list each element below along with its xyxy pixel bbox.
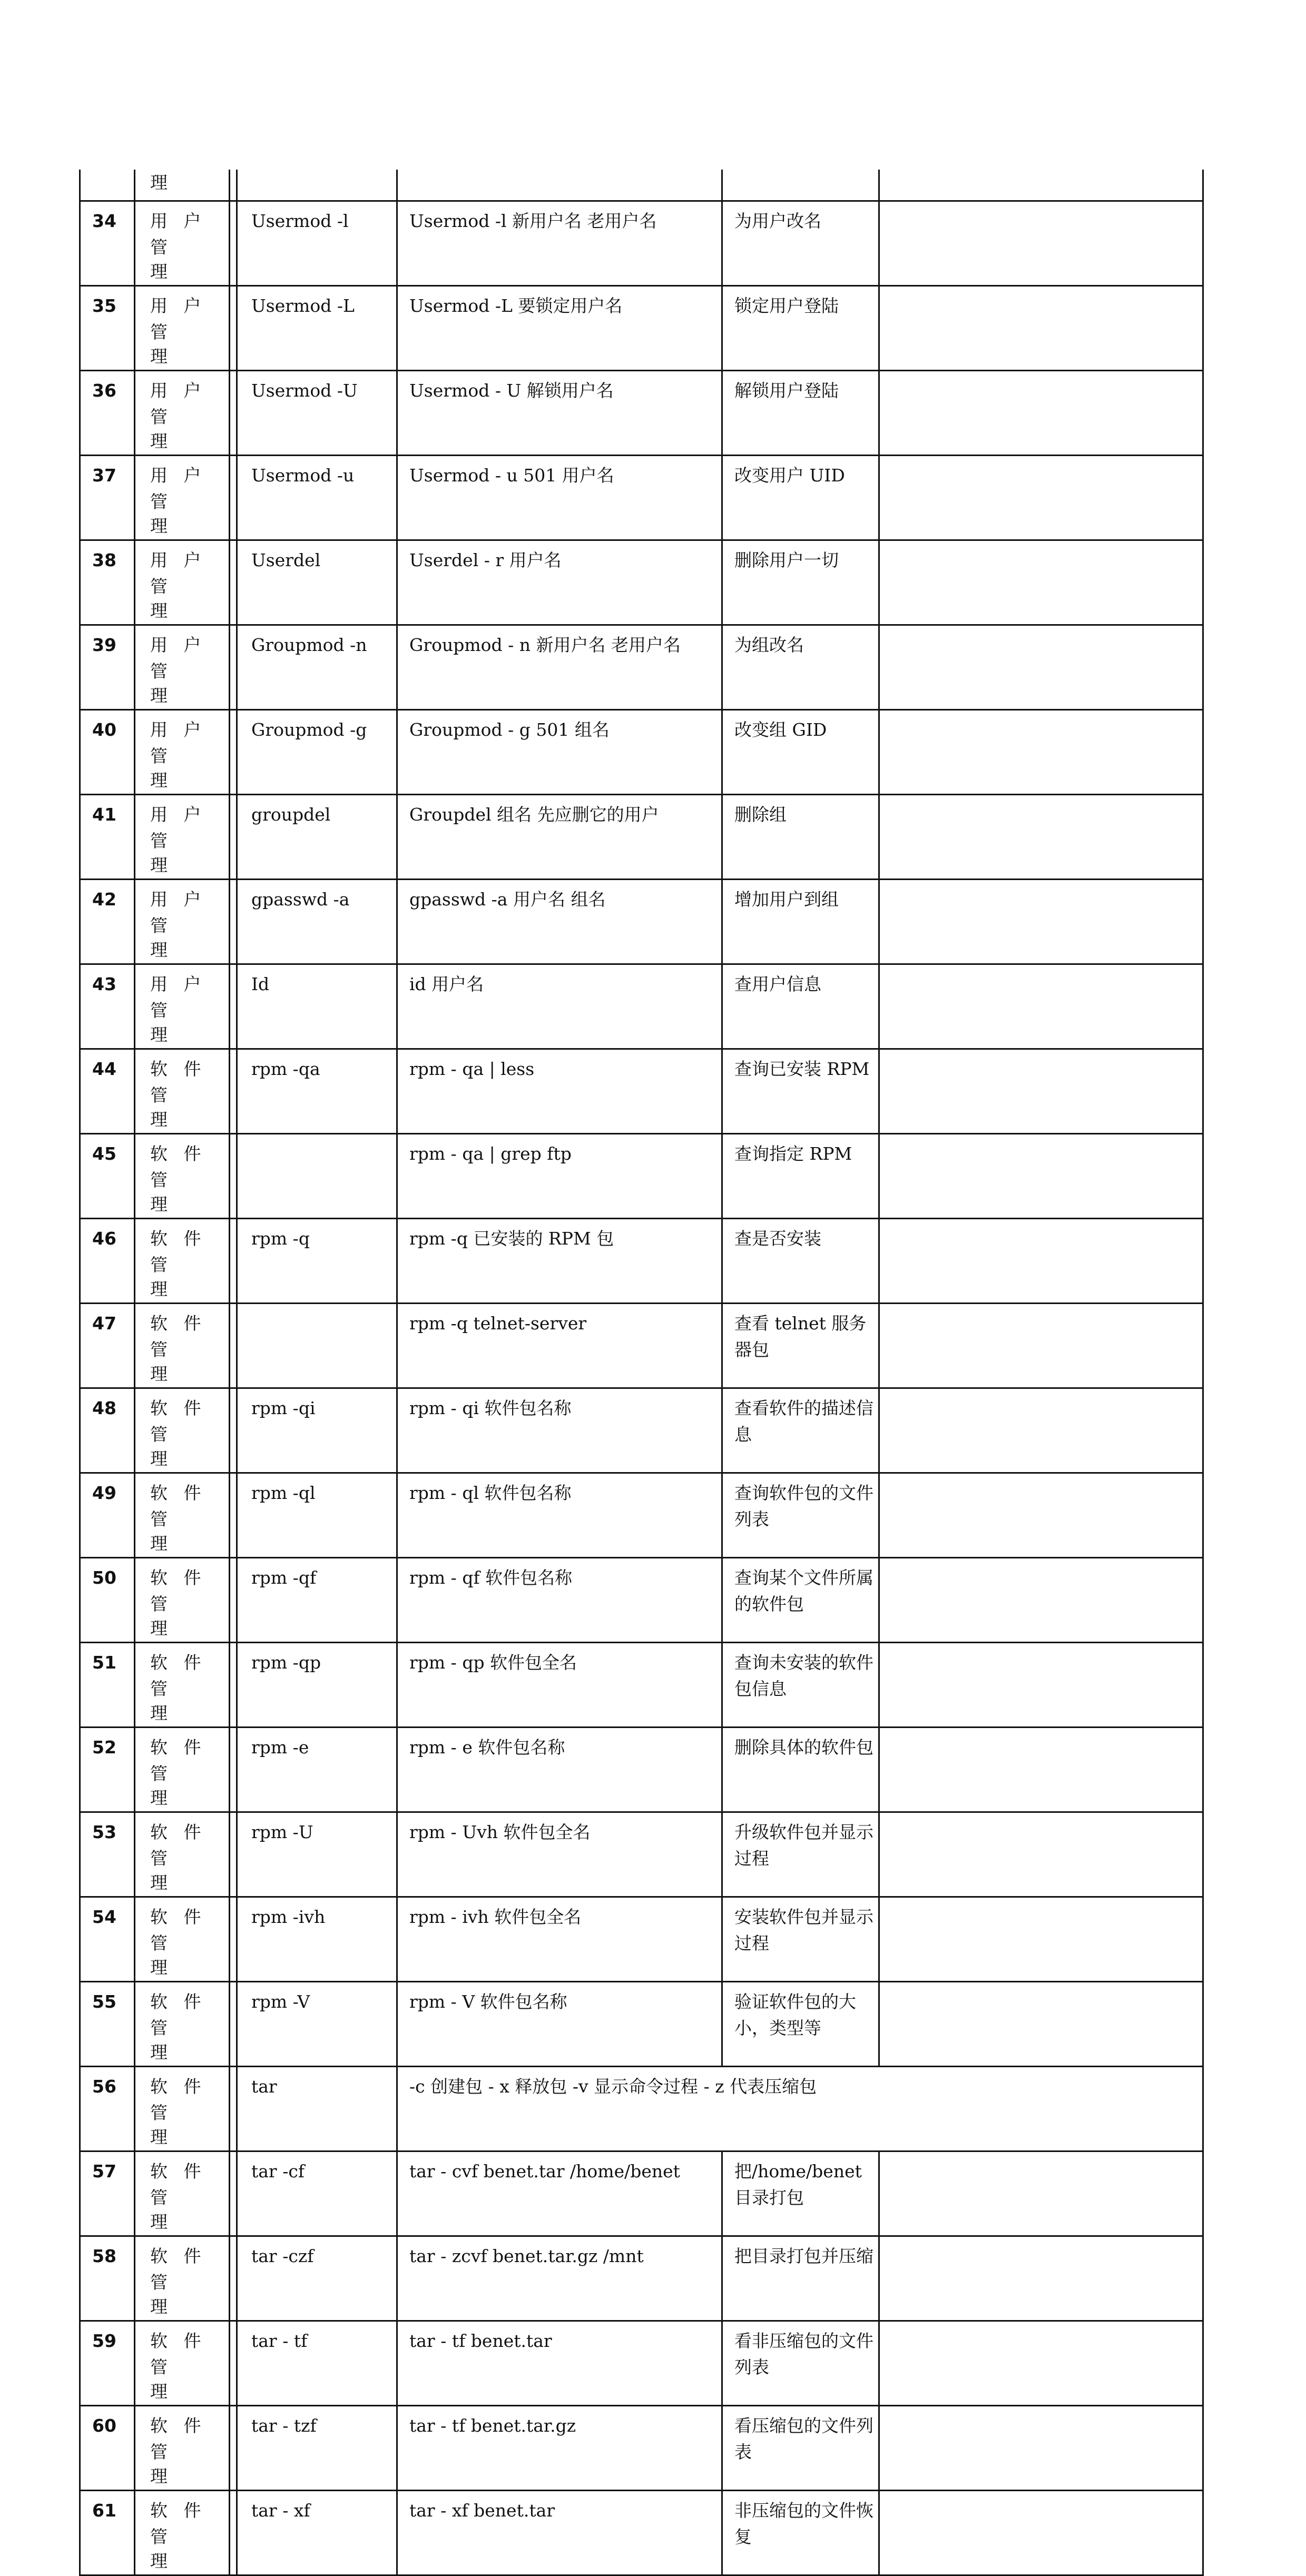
separator-cell — [230, 880, 237, 964]
category-cell: 用 户 管 理 — [135, 456, 230, 540]
row-number: 45 — [80, 1134, 135, 1219]
row-number: 59 — [80, 2321, 135, 2406]
example-cell: tar - tf benet.tar.gz — [397, 2406, 722, 2491]
description-cell: 升级软件包并显示过程 — [722, 1812, 879, 1897]
table-row — [80, 2067, 1203, 2151]
row-number: 61 — [80, 2491, 135, 2575]
separator-cell — [230, 1388, 237, 1473]
example-cell: Userdel - r 用户名 — [397, 540, 722, 625]
table-row-continuation — [80, 170, 1203, 201]
row-number: 48 — [80, 1388, 135, 1473]
row-number: 37 — [80, 456, 135, 540]
separator-cell — [230, 710, 237, 795]
row-number: 35 — [80, 286, 135, 371]
table-row — [80, 1049, 1203, 1134]
row-number: 54 — [80, 1897, 135, 1982]
row-number: 44 — [80, 1049, 135, 1134]
row-number: 40 — [80, 710, 135, 795]
description-cell: 把目录打包并压缩 — [722, 2236, 879, 2321]
command-cell: tar - tzf — [237, 2406, 397, 2491]
notes-cell — [879, 710, 1203, 795]
separator-cell — [230, 795, 237, 880]
example-cell: Groupmod - g 501 组名 — [397, 710, 722, 795]
notes-cell — [879, 1812, 1203, 1897]
description-cell: 验证软件包的大小，类型等 — [722, 1982, 879, 2067]
notes-cell — [879, 456, 1203, 540]
category-cell: 软 件 管 理 — [135, 1473, 230, 1558]
command-cell: tar - xf — [237, 2491, 397, 2575]
command-cell: Usermod -U — [237, 371, 397, 456]
notes-cell — [879, 795, 1203, 880]
example-cell: Usermod -l 新用户名 老用户名 — [397, 201, 722, 286]
notes-cell — [879, 1304, 1203, 1388]
table-row — [80, 1558, 1203, 1643]
example-cell: tar - tf benet.tar — [397, 2321, 722, 2406]
example-cell: rpm - qa | grep ftp — [397, 1134, 722, 1219]
table-row — [80, 540, 1203, 625]
separator-cell — [230, 625, 237, 710]
example-cell: rpm -q 已安装的 RPM 包 — [397, 1219, 722, 1304]
table-row — [80, 1643, 1203, 1728]
description-cell: 增加用户到组 — [722, 880, 879, 964]
example-cell: rpm - ivh 软件包全名 — [397, 1897, 722, 1982]
command-cell: gpasswd -a — [237, 880, 397, 964]
description-cell: 改变组 GID — [722, 710, 879, 795]
description-cell: 把/home/benet 目录打包 — [722, 2151, 879, 2236]
row-number: 46 — [80, 1219, 135, 1304]
notes-cell — [879, 2236, 1203, 2321]
notes-cell — [879, 625, 1203, 710]
description-cell: 查看 telnet 服务器包 — [722, 1304, 879, 1388]
example-cell: rpm - V 软件包名称 — [397, 1982, 722, 2067]
row-number: 38 — [80, 540, 135, 625]
command-cell: rpm -U — [237, 1812, 397, 1897]
example-cell: rpm -q telnet-server — [397, 1304, 722, 1388]
example-cell: Usermod -L 要锁定用户名 — [397, 286, 722, 371]
notes-cell — [879, 1728, 1203, 1812]
table-row — [80, 1134, 1203, 1219]
table-row — [80, 286, 1203, 371]
table-row — [80, 1982, 1203, 2067]
notes-cell — [879, 1897, 1203, 1982]
table-row — [80, 880, 1203, 964]
description-cell: 为组改名 — [722, 625, 879, 710]
category-cell: 软 件 管 理 — [135, 1812, 230, 1897]
table-row — [80, 1304, 1203, 1388]
separator-cell — [230, 2406, 237, 2491]
category-cell: 软 件 管 理 — [135, 1134, 230, 1219]
notes-cell — [879, 1219, 1203, 1304]
separator-cell — [230, 1473, 237, 1558]
category-cell: 用 户 管 理 — [135, 201, 230, 286]
description-cell: 删除组 — [722, 795, 879, 880]
description-cell: 为用户改名 — [722, 201, 879, 286]
notes-cell — [879, 540, 1203, 625]
separator-cell — [230, 2236, 237, 2321]
command-cell — [237, 1134, 397, 1219]
category-cell: 软 件 管 理 — [135, 2236, 230, 2321]
notes-cell — [879, 1643, 1203, 1728]
separator-cell — [230, 2151, 237, 2236]
example-cell: rpm - qf 软件包名称 — [397, 1558, 722, 1643]
row-number: 52 — [80, 1728, 135, 1812]
row-number: 36 — [80, 371, 135, 456]
category-cell: 软 件 管 理 — [135, 1388, 230, 1473]
separator-cell — [230, 540, 237, 625]
separator-cell — [230, 2067, 237, 2151]
category-cell: 软 件 管 理 — [135, 2067, 230, 2151]
command-cell: rpm -qp — [237, 1643, 397, 1728]
command-cell: tar -cf — [237, 2151, 397, 2236]
separator-cell — [230, 1304, 237, 1388]
separator-cell — [230, 1982, 237, 2067]
table-row — [80, 710, 1203, 795]
command-cell: Groupmod -n — [237, 625, 397, 710]
separator-cell — [230, 371, 237, 456]
category-cell: 用 户 管 理 — [135, 371, 230, 456]
command-cell: groupdel — [237, 795, 397, 880]
row-number: 49 — [80, 1473, 135, 1558]
command-cell: Id — [237, 964, 397, 1049]
command-cell: rpm -ql — [237, 1473, 397, 1558]
separator-cell — [230, 1728, 237, 1812]
notes-cell — [879, 964, 1203, 1049]
row-number: 50 — [80, 1558, 135, 1643]
row-number: 41 — [80, 795, 135, 880]
category-cell: 用 户 管 理 — [135, 540, 230, 625]
notes-cell — [879, 2406, 1203, 2491]
command-cell: Userdel — [237, 540, 397, 625]
table-row — [80, 201, 1203, 286]
command-cell: rpm -ivh — [237, 1897, 397, 1982]
separator-cell — [230, 2491, 237, 2575]
category-cell: 软 件 管 理 — [135, 1558, 230, 1643]
notes-cell — [879, 880, 1203, 964]
category-cell: 软 件 管 理 — [135, 2151, 230, 2236]
table-row — [80, 1897, 1203, 1982]
notes-cell — [879, 1049, 1203, 1134]
separator-cell — [230, 286, 237, 371]
table-row — [80, 2406, 1203, 2491]
table-row — [80, 2236, 1203, 2321]
example-cell: rpm - qp 软件包全名 — [397, 1643, 722, 1728]
separator-cell — [230, 201, 237, 286]
row-number: 56 — [80, 2067, 135, 2151]
category-cell: 软 件 管 理 — [135, 2491, 230, 2575]
example-cell: tar - xf benet.tar — [397, 2491, 722, 2575]
command-cell: rpm -V — [237, 1982, 397, 2067]
example-cell: Groupmod - n 新用户名 老用户名 — [397, 625, 722, 710]
example-cell: rpm - ql 软件包名称 — [397, 1473, 722, 1558]
category-cell: 用 户 管 理 — [135, 286, 230, 371]
table-row — [80, 625, 1203, 710]
example-cell: Groupdel 组名 先应删它的用户 — [397, 795, 722, 880]
table-row — [80, 2491, 1203, 2575]
table-row — [80, 2321, 1203, 2406]
category-cell: 软 件 管 理 — [135, 1643, 230, 1728]
table-row — [80, 371, 1203, 456]
row-number: 51 — [80, 1643, 135, 1728]
command-cell: tar -czf — [237, 2236, 397, 2321]
table-row — [80, 1473, 1203, 1558]
description-cell: 看非压缩包的文件列表 — [722, 2321, 879, 2406]
separator-cell — [230, 456, 237, 540]
notes-cell — [879, 371, 1203, 456]
example-cell: rpm - e 软件包名称 — [397, 1728, 722, 1812]
command-table — [79, 170, 1204, 2576]
notes-cell — [879, 1558, 1203, 1643]
description-cell: 删除用户一切 — [722, 540, 879, 625]
category-cell: 用 户 管 理 — [135, 710, 230, 795]
command-cell: Usermod -L — [237, 286, 397, 371]
description-cell: 解锁用户登陆 — [722, 371, 879, 456]
row-number: 39 — [80, 625, 135, 710]
example-cell: tar - zcvf benet.tar.gz /mnt — [397, 2236, 722, 2321]
table-row — [80, 964, 1203, 1049]
category-cell: 用 户 管 理 — [135, 880, 230, 964]
command-cell — [237, 1304, 397, 1388]
command-cell: Usermod -u — [237, 456, 397, 540]
description-cell: 看压缩包的文件列表 — [722, 2406, 879, 2491]
example-cell: -c 创建包 - x 释放包 -v 显示命令过程 - z 代表压缩包 — [397, 2067, 1203, 2151]
category-cell: 软 件 管 理 — [135, 2321, 230, 2406]
row-number: 34 — [80, 201, 135, 286]
description-cell: 改变用户 UID — [722, 456, 879, 540]
command-cell: Groupmod -g — [237, 710, 397, 795]
row-number: 42 — [80, 880, 135, 964]
category-cell: 用 户 管 理 — [135, 964, 230, 1049]
row-number: 60 — [80, 2406, 135, 2491]
command-cell: rpm -qf — [237, 1558, 397, 1643]
description-cell: 安装软件包并显示过程 — [722, 1897, 879, 1982]
category-cell: 软 件 管 理 — [135, 1728, 230, 1812]
separator-cell — [230, 964, 237, 1049]
notes-cell — [879, 286, 1203, 371]
description-cell: 查看软件的描述信息 — [722, 1388, 879, 1473]
notes-cell — [879, 2321, 1203, 2406]
separator-cell — [230, 1643, 237, 1728]
command-cell: tar - tf — [237, 2321, 397, 2406]
separator-cell — [230, 1134, 237, 1219]
category-cell: 理 — [135, 170, 230, 201]
example-cell: Usermod - U 解锁用户名 — [397, 371, 722, 456]
command-cell: Usermod -l — [237, 201, 397, 286]
example-cell: id 用户名 — [397, 964, 722, 1049]
separator-cell — [230, 2321, 237, 2406]
notes-cell — [879, 1982, 1203, 2067]
description-cell: 非压缩包的文件恢复 — [722, 2491, 879, 2575]
example-cell: rpm - Uvh 软件包全名 — [397, 1812, 722, 1897]
notes-cell — [879, 2151, 1203, 2236]
row-number: 57 — [80, 2151, 135, 2236]
description-cell: 查用户信息 — [722, 964, 879, 1049]
separator-cell — [230, 1897, 237, 1982]
description-cell: 查询未安装的软件包信息 — [722, 1643, 879, 1728]
command-cell: rpm -qi — [237, 1388, 397, 1473]
category-cell: 软 件 管 理 — [135, 1219, 230, 1304]
example-cell: Usermod - u 501 用户名 — [397, 456, 722, 540]
category-cell: 用 户 管 理 — [135, 795, 230, 880]
table-row — [80, 456, 1203, 540]
example-cell: rpm - qi 软件包名称 — [397, 1388, 722, 1473]
command-cell: rpm -qa — [237, 1049, 397, 1134]
table-row — [80, 1388, 1203, 1473]
category-cell: 软 件 管 理 — [135, 1304, 230, 1388]
category-cell: 用 户 管 理 — [135, 625, 230, 710]
separator-cell — [230, 1049, 237, 1134]
description-cell: 查询软件包的文件列表 — [722, 1473, 879, 1558]
separator-cell — [230, 1558, 237, 1643]
row-number: 43 — [80, 964, 135, 1049]
row-number: 58 — [80, 2236, 135, 2321]
example-cell: rpm - qa | less — [397, 1049, 722, 1134]
description-cell: 查询已安装 RPM — [722, 1049, 879, 1134]
command-cell: rpm -e — [237, 1728, 397, 1812]
notes-cell — [879, 1134, 1203, 1219]
example-cell: gpasswd -a 用户名 组名 — [397, 880, 722, 964]
row-number: 53 — [80, 1812, 135, 1897]
description-cell: 查询指定 RPM — [722, 1134, 879, 1219]
table-row — [80, 1728, 1203, 1812]
row-number: 55 — [80, 1982, 135, 2067]
table-row — [80, 2151, 1203, 2236]
description-cell: 查是否安装 — [722, 1219, 879, 1304]
command-cell: rpm -q — [237, 1219, 397, 1304]
separator-cell — [230, 1219, 237, 1304]
separator-cell — [230, 1812, 237, 1897]
notes-cell — [879, 2491, 1203, 2575]
category-cell: 软 件 管 理 — [135, 1982, 230, 2067]
notes-cell — [879, 201, 1203, 286]
row-number: 47 — [80, 1304, 135, 1388]
command-cell: tar — [237, 2067, 397, 2151]
description-cell: 锁定用户登陆 — [722, 286, 879, 371]
description-cell: 删除具体的软件包 — [722, 1728, 879, 1812]
description-cell: 查询某个文件所属的软件包 — [722, 1558, 879, 1643]
table-row — [80, 795, 1203, 880]
table-row — [80, 1812, 1203, 1897]
notes-cell — [879, 1388, 1203, 1473]
category-cell: 软 件 管 理 — [135, 2406, 230, 2491]
notes-cell — [879, 1473, 1203, 1558]
example-cell: tar - cvf benet.tar /home/benet — [397, 2151, 722, 2236]
category-cell: 软 件 管 理 — [135, 1049, 230, 1134]
table-row — [80, 1219, 1203, 1304]
category-cell: 软 件 管 理 — [135, 1897, 230, 1982]
